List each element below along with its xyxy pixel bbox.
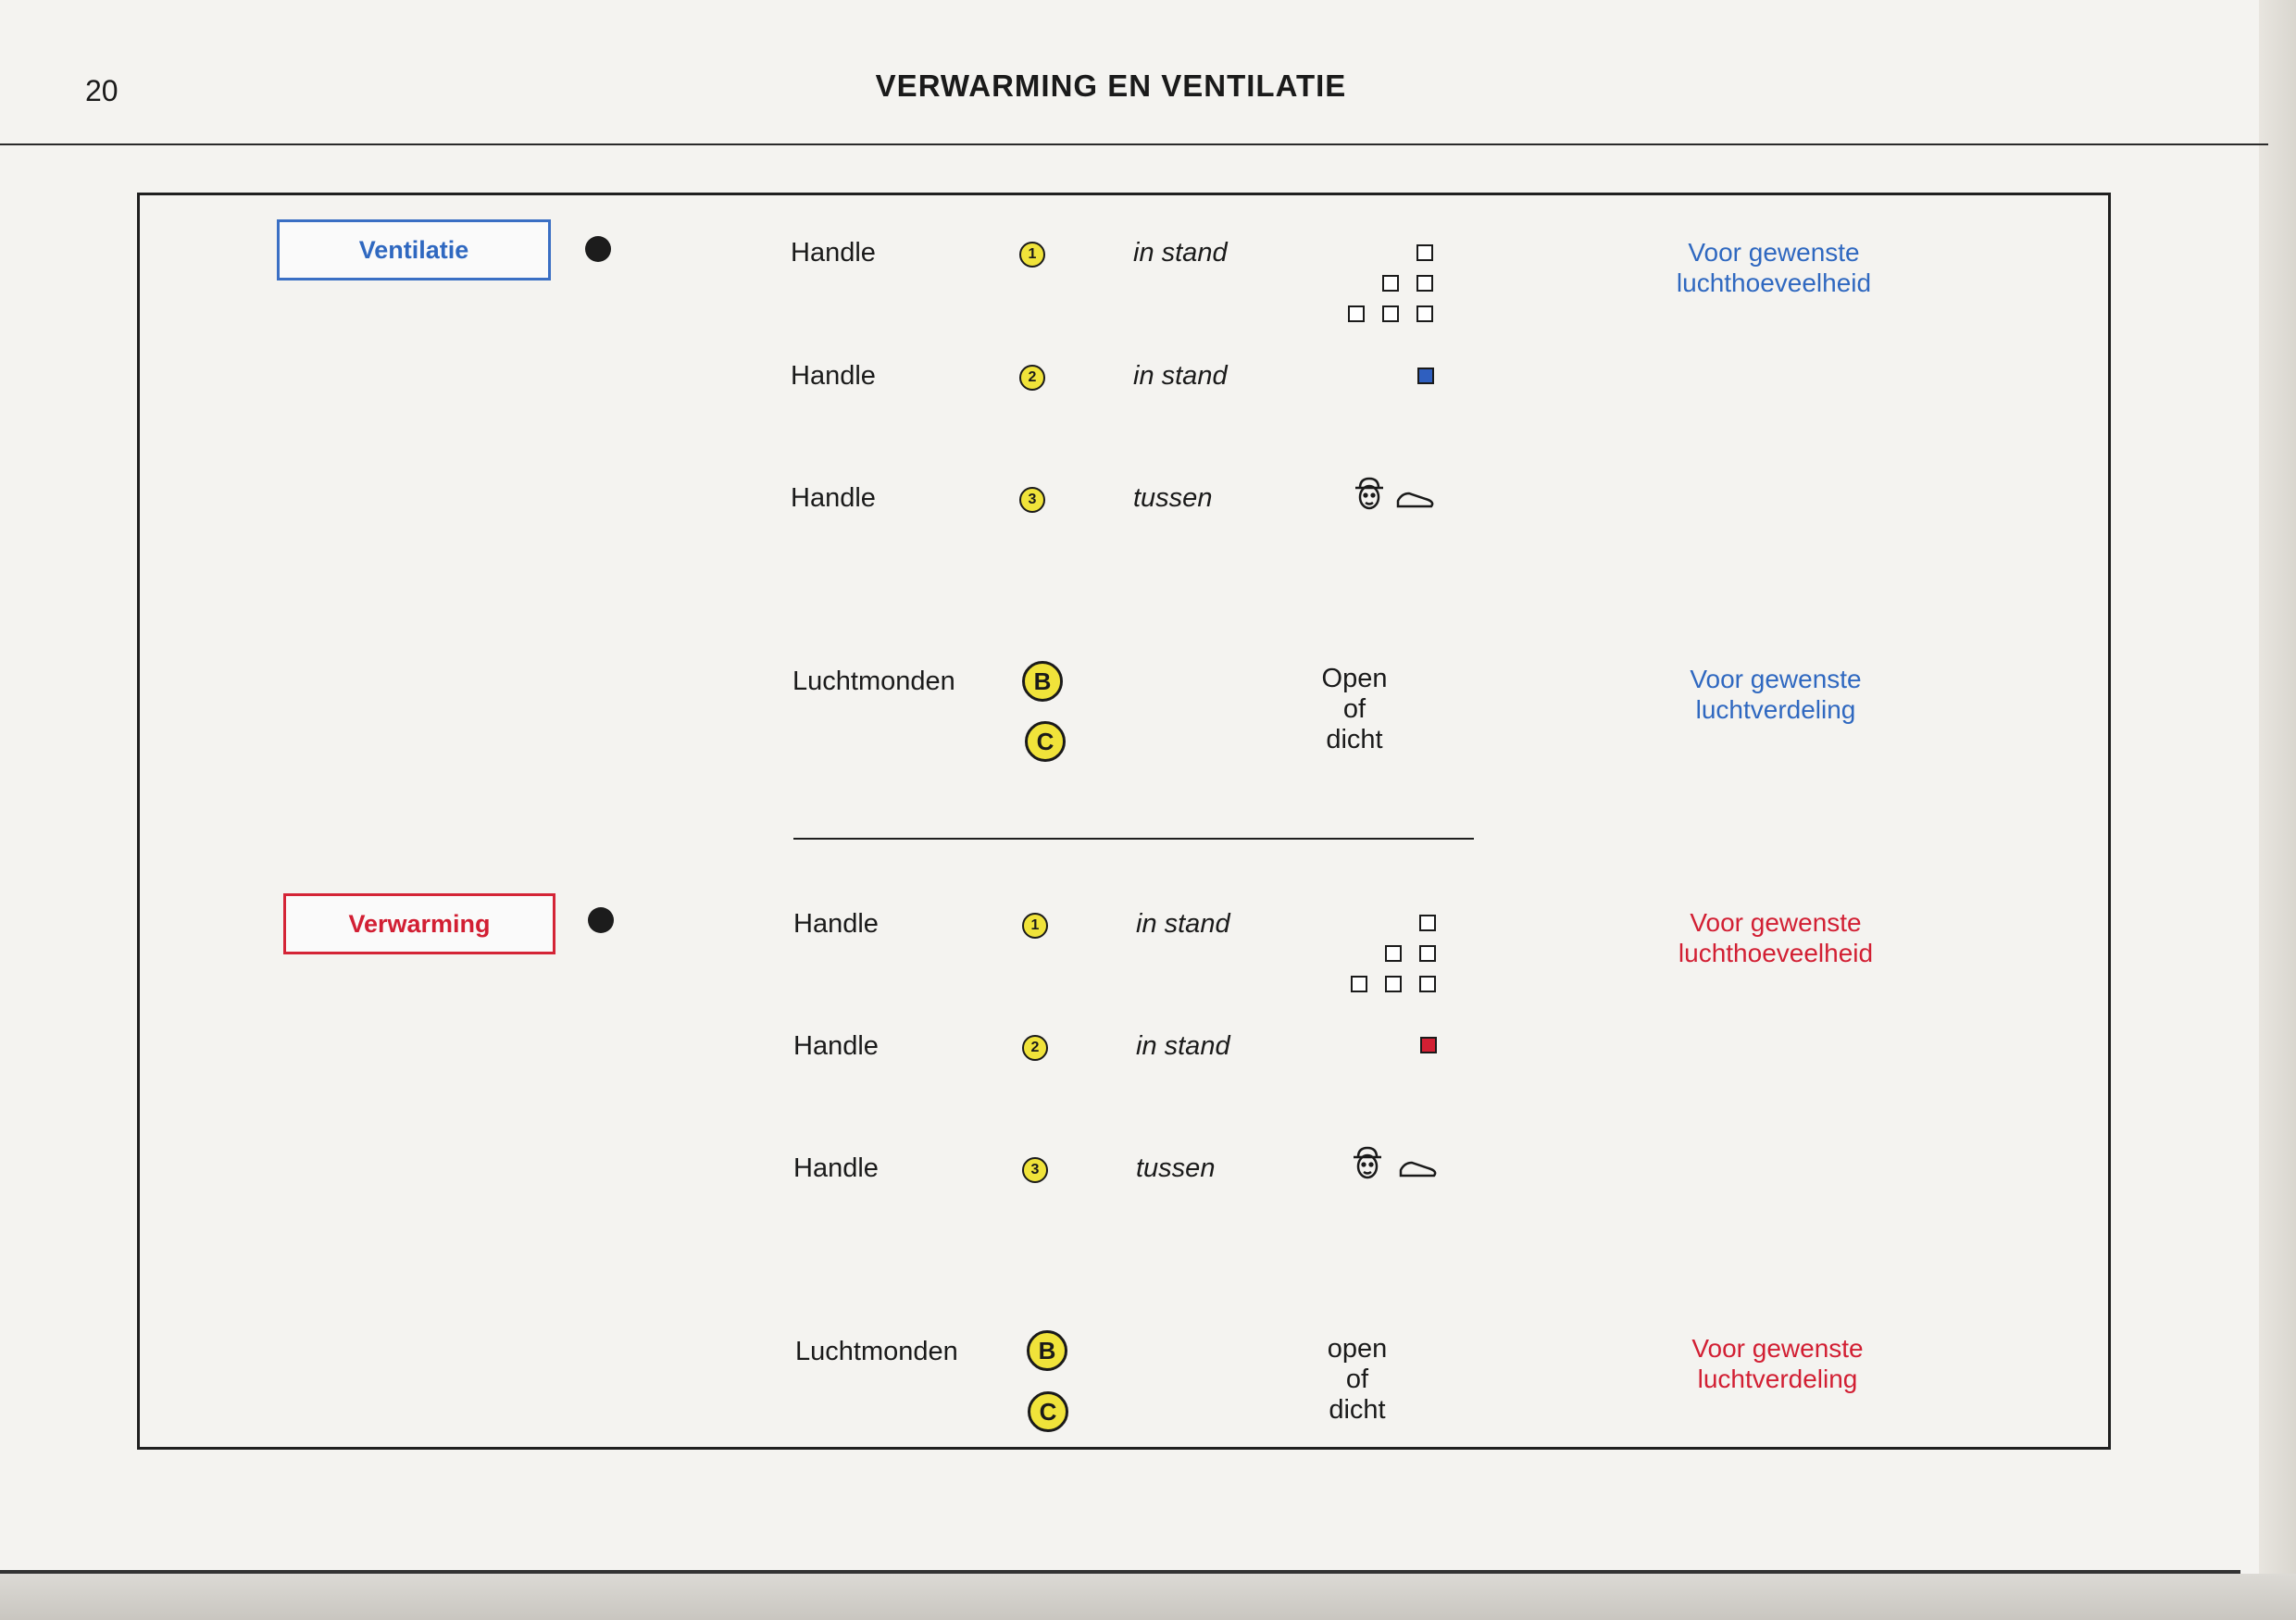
- ventilation-label: Ventilatie: [277, 219, 551, 280]
- ventilation-note-distribution: Voor gewenste luchtverdeling: [1690, 665, 1862, 724]
- ventilation-row-2-control: Handle: [791, 361, 876, 391]
- heating-note-distribution: Voor gewenste luchtverdeling: [1691, 1334, 1864, 1393]
- heating-row-1-control: Handle: [793, 909, 879, 939]
- heating-note-volume: Voor gewenste luchthoeveelheid: [1678, 908, 1874, 967]
- ventilation-vents-state: Open of dicht: [1321, 664, 1388, 754]
- section-divider: [793, 838, 1474, 840]
- page-gutter: [0, 1574, 2296, 1620]
- blue-square-icon: [1417, 368, 1434, 384]
- number-2-icon: 2: [1022, 1035, 1048, 1061]
- ventilation-note-volume: Voor gewenste luchthoeveelheid: [1676, 238, 1872, 297]
- bullet-icon: [588, 907, 614, 933]
- vent-c-icon: C: [1025, 721, 1066, 762]
- page-title: VERWARMING EN VENTILATIE: [875, 69, 1347, 103]
- heating-vents-control: Luchtmonden: [795, 1337, 958, 1366]
- face-and-foot-icon: [1345, 1146, 1447, 1187]
- ventilation-row-3-control: Handle: [791, 483, 876, 513]
- vent-b-icon: B: [1027, 1330, 1067, 1371]
- staircase-squares-icon: [1350, 913, 1442, 996]
- content-panel: [137, 193, 2111, 1450]
- ventilation-vents-control: Luchtmonden: [792, 667, 955, 696]
- heating-row-3-control: Handle: [793, 1153, 879, 1183]
- vent-c-icon: C: [1028, 1391, 1068, 1432]
- heating-row-1-action: in stand: [1136, 909, 1230, 939]
- heating-label: Verwarming: [283, 893, 555, 954]
- number-1-icon: 1: [1019, 242, 1045, 268]
- heating-row-2-control: Handle: [793, 1031, 879, 1061]
- heating-vents-state: open of dicht: [1327, 1334, 1388, 1425]
- heating-row-2-action: in stand: [1136, 1031, 1230, 1061]
- number-3-icon: 3: [1022, 1157, 1048, 1183]
- vent-b-icon: B: [1022, 661, 1063, 702]
- ventilation-row-1-control: Handle: [791, 238, 876, 268]
- staircase-squares-icon: [1347, 243, 1440, 326]
- header-rule: [0, 143, 2268, 145]
- heating-row-3-action: tussen: [1136, 1153, 1216, 1183]
- number-1-icon: 1: [1022, 913, 1048, 939]
- page-number: 20: [85, 74, 119, 107]
- number-3-icon: 3: [1019, 487, 1045, 513]
- ventilation-row-3-action: tussen: [1133, 483, 1213, 513]
- page-edge: [2259, 0, 2296, 1574]
- bullet-icon: [585, 236, 611, 262]
- red-square-icon: [1420, 1037, 1437, 1053]
- ventilation-row-1-action: in stand: [1133, 238, 1228, 268]
- number-2-icon: 2: [1019, 365, 1045, 391]
- ventilation-row-2-action: in stand: [1133, 361, 1228, 391]
- face-and-foot-icon: [1352, 477, 1444, 517]
